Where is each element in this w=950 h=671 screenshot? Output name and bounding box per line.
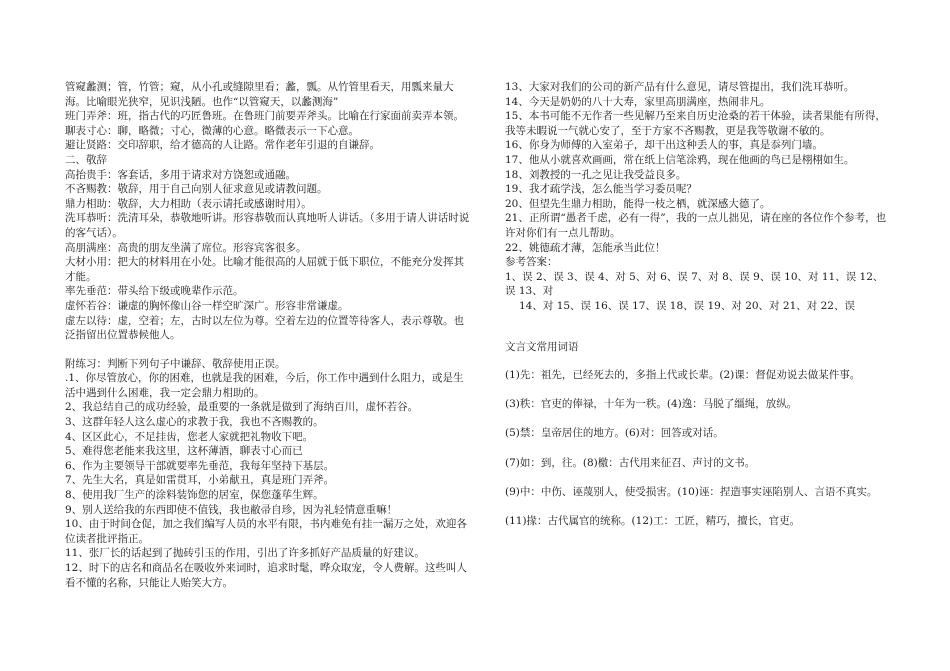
exercise-item: 13、大家对我们的公司的新产品有什么意见，请尽管提出，我们洗耳恭听。 xyxy=(505,81,855,93)
idiom-banmen: 班门弄斧：班，指古代的巧匠鲁班。在鲁班门前要弄斧头。比喻在行家面前卖弄本领。 xyxy=(65,110,464,123)
exercise-item: 18、刘教授的一孔之见让我受益良多。 xyxy=(505,168,687,181)
idiom-liaobiao: 聊表寸心：聊，略微；寸心，微薄的心意。略微表示一下心意。 xyxy=(65,124,359,137)
idiom-birang: 避让贤路：交印辞职，给才德高的人让路。常作老年引退的自谦辞。 xyxy=(65,139,380,152)
exercise-item: 9、别人送给我的东西即使不值钱，我也敝帚自珍，因为礼轻情意重嘛！ xyxy=(65,503,398,516)
exercise-item: 17、他从小就喜欢画画，常在纸上信笔涂鸦，现在他画的鸟已是栩栩如生。 xyxy=(505,153,855,166)
exercise-item: 7、先生大名，真是如雷贯耳，小弟献丑，真是班门弄斧。 xyxy=(65,474,335,487)
exercise-item: 19、我才疏学浅，怎么能当学习委员呢？ xyxy=(505,183,697,196)
exercise-item: 10、由于时间仓促，加之我们编写人员的水平有限，书内难免有挂一漏万之处，欢迎各位读者批评指正。 xyxy=(65,518,467,545)
exercise-item: 21、正所谓“愚者千虑，必有一得”，我的一点儿拙见，请在座的各位作个参考，也许对你们有一点儿帮助。 xyxy=(505,212,887,239)
idiom-xuhuai: 虚怀若谷：谦虚的胸怀像山谷一样空旷深广。形容非常谦虚。 xyxy=(65,299,349,312)
exercise-item: 5、难得您老能来我这里，这杯薄酒，聊表寸心而已 xyxy=(65,445,303,458)
classical-term: (7)如：到，往。(8)檄：古代用来征召、声讨的文书。 xyxy=(505,456,756,469)
classical-term: (1)先：祖先，已经死去的，多指上代或长辈。(2)课：督促劝说去做某件事。 xyxy=(505,369,861,382)
answers-title: 参考答案： xyxy=(505,256,558,269)
classical-term: (9)中：中伤、诬蔑别人，使受损害。(10)诬：捏造事实诬陷别人、言语不真实。 xyxy=(505,485,878,498)
idiom-dacai: 大材小用：把大的材料用在小处。比喻才能很高的人屈就于低下职位，不能充分发挥其才能。 xyxy=(65,256,464,283)
exercise-item: 4、区区此心，不足挂齿，您老人家就把礼物收下吧。 xyxy=(65,430,314,443)
classical-term: (11)掾：古代属官的统称。(12)工：工匠，精巧，擅长，官吏。 xyxy=(505,515,801,528)
idiom-xuzuo: 虚左以待：虚，空着；左，古时以左位为尊。空着左边的位置等待客人，表示尊敬。也泛指留出位置恭候他人。 xyxy=(65,314,464,342)
right-column xyxy=(505,80,890,543)
answers-line-2: 14、对 15、误 16、误 17、误 18、误 19、对 20、对 21、对 22、误 xyxy=(519,299,855,312)
idiom-guankui: 管窥蠡测；管，竹管；窥，从小孔或缝隙里看；蠡，瓢。从竹管里看天，用瓢来量大海。比喻眼光狭窄，见识浅陋。也作“以管窥天，以蠡测海” xyxy=(65,81,454,108)
classical-words-title: 文言文常用词语 xyxy=(505,340,579,353)
idiom-gaopeng: 高朋满座：高贵的朋友坐满了席位。形容宾客很多。 xyxy=(65,241,307,254)
idiom-bulin: 不吝赐教：敬辞，用于自己向别人征求意见或请教问题。 xyxy=(65,183,328,196)
exercise-item: 12、时下的店名和商品名在吸收外来词时，追求时髦，哗众取宠，令人费解。这些叫人看不懂的名称，只能让人贻笑大方。 xyxy=(65,562,467,589)
section-two-title: 二、敬辞 xyxy=(65,153,107,166)
exercise-item: 22、姚德疏才薄，怎能承当此位！ xyxy=(505,241,666,254)
exercise-item: .1、你尽管放心，你的困难，也就是我的困难，今后，你工作中遇到什么阻力，或是生活中遇到什么困难，我一定会鼎力相助的。 xyxy=(65,372,464,399)
exercise-item: 6、作为主要领导干部就要率先垂范，我每年坚持下基层。 xyxy=(65,459,335,472)
classical-term: (3)秩：官吏的俸禄，十年为一秩。(4)逸：马脱了缰绳，放纵。 xyxy=(505,398,798,411)
exercise-item: 2、我总结自己的成功经验，最重要的一条就是做到了海纳百川，虚怀若谷。 xyxy=(65,401,419,414)
idiom-xier: 洗耳恭听：洗清耳朵，恭敬地听讲。形容恭敬而认真地听人讲话。（多用于请人讲话时说的客气话）。 xyxy=(65,212,470,239)
answers-line-1: 1、误 2、误 3、误 4、对 5、对 6、误 7、对 8、误 9、误 10、对 11、误 12、误 13、对 xyxy=(505,270,884,298)
exercise-item: 16、你身为师傅的入室弟子，却干出这种丢人的事，真是忝列门墙。 xyxy=(505,139,823,152)
classical-term: (5)禁：皇帝居住的地方。(6)对：回答或对话。 xyxy=(505,427,724,440)
exercise-item: 8、使用我厂生产的涂料装饰您的居室，保您蓬荜生辉。 xyxy=(65,489,324,502)
exercise-item: 14、今天是奶奶的八十大寿，家里高朋满座，热闹非凡。 xyxy=(505,95,771,108)
idiom-shuaixian: 率先垂范：带头给下级或晚辈作示范。 xyxy=(65,285,244,298)
exercise-item: 15、本书可能不无作者一些见解乃至来自历史沧桑的若干体验，读者果能有所得，我等未暇说一气就心安了，至于方家不吝赐教，更是我等敬谢不敏的。 xyxy=(505,110,886,137)
exercise-item: 11、张厂长的话起到了抛砖引玉的作用，引出了许多抓好产品质量的好建议。 xyxy=(65,547,425,560)
exercise-title: 附练习：判断下列句子中谦辞、敬辞使用正误。 xyxy=(65,357,286,370)
idiom-dingli: 鼎力相助：敬辞，大力相助（表示请托或感谢时用）。 xyxy=(65,197,312,210)
exercise-item: 20、但望先生鼎力相助，能得一枝之栖，就深感大德了。 xyxy=(505,197,771,210)
left-column xyxy=(65,80,470,590)
exercise-item: 3、这群年轻人这么虚心的求教于我，我也不吝赐教的。 xyxy=(65,416,324,429)
idiom-gaotai: 高抬贵手：客套话，多用于请求对方饶恕或通融。 xyxy=(65,168,296,181)
